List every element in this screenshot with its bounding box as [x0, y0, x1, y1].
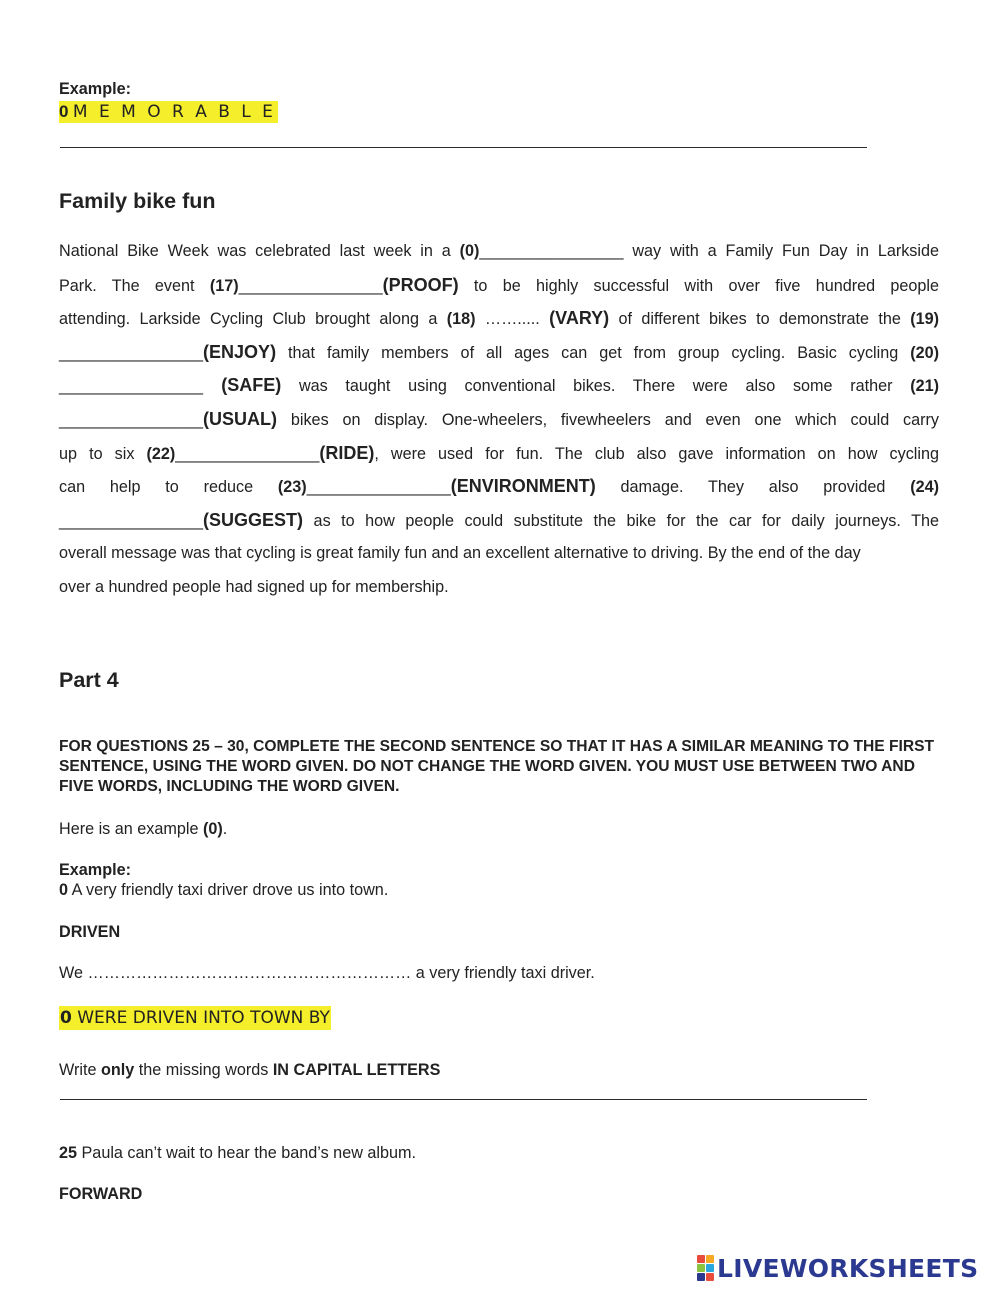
part4-title: Part 4: [59, 668, 119, 692]
stem-word: (SAFE): [203, 375, 282, 396]
example-sentence: [59, 881, 388, 900]
divider-line: [60, 147, 867, 148]
passage-line: [59, 302, 939, 336]
passage-text: , were used for fun. The club also gave information on how cycling: [374, 444, 939, 463]
passage-text: to be highly successful with over five hundred people: [458, 276, 939, 295]
example-keyword: DRIVEN: [59, 923, 121, 941]
question-number: (19): [910, 310, 940, 329]
write-only: only: [100, 1061, 135, 1079]
passage-text: as to how people could substitute the bike for the car for daily journeys. The: [303, 511, 939, 530]
question-number: (18): [446, 310, 476, 329]
logo-block: [706, 1264, 714, 1272]
question-number: (17): [209, 276, 239, 295]
example-intro-text: Here is an example: [59, 820, 203, 838]
logo-block: [697, 1273, 705, 1281]
answer-blank: ________________: [479, 242, 624, 260]
part4-example-label: Example:: [59, 861, 131, 879]
passage-text: National Bike Week was celebrated last week in a: [59, 242, 460, 260]
question-number: (24): [910, 478, 939, 497]
passage-line: [59, 269, 939, 303]
passage-line: [59, 537, 939, 571]
passage-text: overall message was that cycling is great family fun and an excellent alternative to driving. By the end of the day: [59, 544, 861, 563]
passage-text: of different bikes to demonstrate the: [609, 310, 911, 329]
passage-line: [59, 470, 939, 504]
section-title: Family bike fun: [59, 189, 216, 213]
question-number: (21): [910, 377, 940, 396]
passage-line: [59, 235, 939, 269]
part4-answer-text: WERE DRIVEN INTO TOWN BY: [77, 1008, 330, 1028]
example-sentence-text: A very friendly taxi driver drove us into town.: [68, 881, 389, 899]
question-25-sentence: Paula can’t wait to hear the band’s new album.: [77, 1144, 416, 1162]
passage-line: [59, 437, 939, 471]
question-number: (20): [910, 343, 939, 362]
write-caps: IN CAPITAL LETTERS: [272, 1061, 441, 1079]
answer-blank: ________________: [306, 478, 451, 497]
question-25-number: 25: [59, 1144, 78, 1162]
question-25-keyword: FORWARD: [59, 1185, 143, 1203]
logo-block: [697, 1255, 705, 1263]
logo-blocks-icon: [697, 1255, 714, 1281]
passage-text: …….....: [475, 310, 550, 329]
stem-word: (RIDE): [319, 442, 375, 463]
stem-word: (USUAL): [203, 408, 278, 429]
passage-text: was taught using conventional bikes. There were also some rather: [281, 377, 911, 396]
passage-text: damage. They also provided: [595, 478, 911, 497]
passage-text: way with a Family Fun Day in Larkside: [623, 242, 940, 260]
part4-example-answer: [59, 1006, 331, 1030]
example-label: Example:: [59, 80, 131, 98]
answer-blank: ________________: [59, 343, 204, 362]
passage-line: [59, 336, 939, 370]
question-25: [59, 1144, 416, 1163]
example-answer: [59, 101, 278, 123]
part4-answer-number: 0: [60, 1008, 72, 1028]
logo-block: [706, 1255, 714, 1263]
stem-word: (SUGGEST): [203, 509, 304, 530]
passage-line: [59, 369, 939, 403]
liveworksheets-logo[interactable]: [697, 1253, 978, 1283]
passage-line: [59, 504, 939, 538]
passage-text: that family members of all ages can get from group cycling. Basic cycling: [276, 343, 911, 362]
passage-line: [59, 571, 939, 605]
gapped-dots: ……………………………………………………: [87, 964, 412, 982]
example-intro-end: .: [222, 820, 228, 838]
answer-blank: ________________: [59, 511, 204, 530]
logo-block: [697, 1264, 705, 1272]
example-answer-text: M E M O R A B L E: [72, 102, 276, 122]
question-number: (0): [459, 242, 480, 260]
write-instruction: [59, 1061, 440, 1080]
stem-word: (PROOF): [382, 274, 459, 295]
example-intro: [59, 820, 227, 839]
question-number: (22): [146, 444, 176, 463]
answer-blank: ________________: [238, 276, 383, 295]
answer-blank: ________________: [175, 444, 320, 463]
passage-text: Park. The event: [59, 276, 210, 295]
passage-text: over a hundred people had signed up for membership.: [59, 577, 449, 596]
passage-text: attending. Larkside Cycling Club brought along a: [59, 310, 447, 329]
divider-line-2: [60, 1099, 867, 1100]
passage: [59, 235, 939, 605]
part4-instructions: FOR QUESTIONS 25 – 30, COMPLETE THE SECOND SENTENCE SO THAT IT HAS A SIMILAR MEANING TO THE FIRST SENTENCE, USING THE WORD GIVEN. DO NOT CHANGE THE WORD GIVEN. YOU MUST USE BETWEEN TWO AND FIVE WORDS, INCLUDING THE WORD GIVEN.: [59, 738, 935, 795]
write-mid: the missing words: [134, 1061, 273, 1079]
example-sentence-number: 0: [59, 881, 69, 899]
gapped-end: a very friendly taxi driver.: [411, 964, 595, 982]
answer-blank: ________________: [59, 377, 204, 396]
question-number: (23): [277, 478, 307, 497]
passage-text: up to six: [59, 444, 147, 463]
logo-text: LIVEWORKSHEETS: [717, 1253, 979, 1283]
example-gapped-sentence: [59, 964, 595, 983]
stem-word: (VARY): [549, 308, 610, 329]
stem-word: (ENJOY): [203, 341, 277, 362]
gapped-start: We: [59, 964, 88, 982]
logo-block: [706, 1273, 714, 1281]
example-answer-number: 0: [59, 102, 69, 121]
passage-line: [59, 403, 939, 437]
passage-text: bikes on display. One-wheelers, fivewheelers and even one which could carry: [277, 410, 939, 429]
write-prefix: Write: [59, 1061, 101, 1079]
example-intro-ref: (0): [202, 820, 223, 838]
answer-blank: ________________: [59, 410, 204, 429]
stem-word: (ENVIRONMENT): [450, 476, 596, 497]
passage-text: can help to reduce: [59, 478, 278, 497]
